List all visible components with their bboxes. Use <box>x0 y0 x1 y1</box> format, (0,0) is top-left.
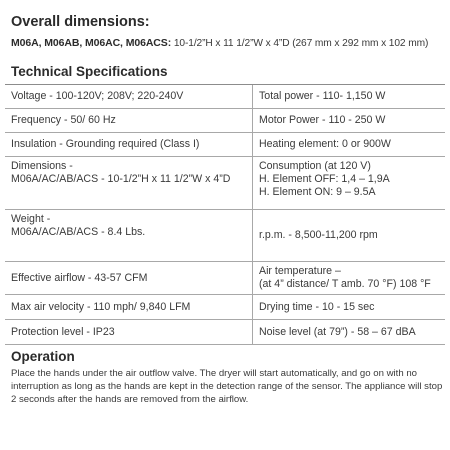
spec-text: Frequency - 50/ 60 Hz <box>11 114 116 126</box>
spec-text: Heating element: 0 or 900W <box>259 138 391 150</box>
spec-text: Total power - 110- 1,150 W <box>259 90 386 102</box>
spec-cell <box>253 262 445 294</box>
spec-text: r.p.m. - 8,500-11,200 rpm <box>259 229 378 241</box>
table-row <box>5 85 445 109</box>
spec-cell <box>5 85 253 108</box>
spec-cell <box>253 133 445 156</box>
spec-text: (at 4” distance/ T amb. 70 °F) 108 °F <box>259 278 431 290</box>
spec-text: H. Element OFF: 1,4 – 1,9A <box>259 173 390 185</box>
model-list: M06A, M06AB, M06AC, M06ACS: <box>11 37 172 49</box>
overall-size: 10-1/2”H x 11 1/2”W x 4”D (267 mm x 292 mm x 102 mm) <box>173 38 429 49</box>
spec-text: Effective airflow - 43-57 CFM <box>11 271 148 284</box>
operation-text: Place the hands under the air outflow valve. The dryer will start automatically, and go on with no interruption as long as the hands are kept in the detection range of the sensor. The appliance will stop 2 seconds after the hands are removed from the airflow. <box>11 368 443 406</box>
spec-text: Consumption (at 120 V) <box>259 160 371 172</box>
spec-text: Noise level (at 79”) - 58 – 67 dBA <box>259 325 416 338</box>
spec-cell <box>253 295 445 319</box>
operation-title: Operation <box>11 349 75 364</box>
table-row <box>5 295 445 320</box>
spec-text: Insulation - Grounding required (Class I) <box>11 138 200 150</box>
table-row <box>5 157 445 210</box>
spec-text: Drying time - 10 - 15 sec <box>259 300 375 313</box>
spec-cell <box>253 85 445 108</box>
spec-cell <box>5 210 253 261</box>
spec-cell <box>5 109 253 132</box>
overall-dimensions-line <box>11 37 428 49</box>
spec-text: Dimensions - <box>11 160 73 172</box>
spec-text: H. Element ON: 9 – 9.5A <box>259 186 376 198</box>
overall-dimensions-title: Overall dimensions: <box>11 14 150 30</box>
table-row <box>5 109 445 133</box>
technical-specifications-title: Technical Specifications <box>11 64 168 79</box>
spec-text: Max air velocity - 110 mph/ 9,840 LFM <box>11 300 191 313</box>
spec-text: M06A/AC/AB/ACS - 10-1/2”H x 11 1/2”W x 4”D <box>11 173 231 185</box>
spec-text: Air temperature – <box>259 265 341 277</box>
spec-cell <box>253 210 445 261</box>
spec-text: Motor Power - 110 - 250 W <box>259 114 386 126</box>
spec-cell <box>253 157 445 209</box>
spec-text: Protection level - IP23 <box>11 325 115 338</box>
spec-cell <box>253 109 445 132</box>
spec-cell <box>5 295 253 319</box>
spec-cell <box>5 262 253 294</box>
spec-text: Weight - <box>11 213 51 225</box>
spec-cell <box>5 320 253 344</box>
spec-cell <box>5 133 253 156</box>
specifications-table <box>5 84 445 345</box>
table-row <box>5 262 445 295</box>
table-row <box>5 320 445 345</box>
spec-text: Voltage - 100-120V; 208V; 220-240V <box>11 90 184 102</box>
spec-text: M06A/AC/AB/ACS - 8.4 Lbs. <box>11 226 146 238</box>
table-row <box>5 210 445 262</box>
spec-cell <box>5 157 253 209</box>
table-row <box>5 133 445 157</box>
spec-cell <box>253 320 445 344</box>
